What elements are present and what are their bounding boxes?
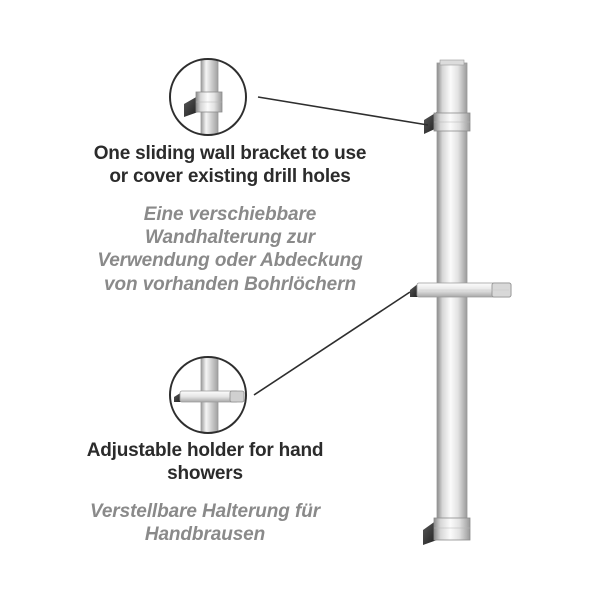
caption-line: or cover existing drill holes bbox=[109, 166, 351, 188]
caption-line: Handbrausen bbox=[144, 524, 266, 546]
caption-line: Verstellbare Halterung für bbox=[89, 501, 321, 522]
caption-line: Adjustable holder for hand bbox=[86, 440, 324, 461]
caption-line: Eine verschiebbare bbox=[143, 204, 317, 225]
caption-line: Wandhalterung zur bbox=[144, 227, 315, 249]
holder-detail-magnifier bbox=[170, 350, 246, 445]
bracket-caption-english bbox=[40, 142, 420, 188]
hand-shower-holder bbox=[410, 283, 511, 297]
holder-caption-english bbox=[40, 439, 370, 485]
shower-rail bbox=[437, 60, 467, 538]
bracket-detail-magnifier bbox=[170, 52, 246, 147]
caption-line: One sliding wall bracket to use bbox=[93, 143, 367, 164]
caption-line: showers bbox=[167, 463, 243, 485]
bracket-caption-german bbox=[40, 203, 420, 296]
top-wall-bracket bbox=[424, 112, 470, 134]
holder-caption-german bbox=[40, 500, 370, 546]
holder-leader-line bbox=[254, 292, 410, 395]
bracket-leader-line bbox=[258, 97, 428, 125]
bottom-wall-bracket bbox=[423, 518, 470, 545]
caption-line: Verwendung oder Abdeckung bbox=[97, 250, 363, 272]
caption-line: von vorhanden Bohrlöchern bbox=[104, 273, 356, 295]
